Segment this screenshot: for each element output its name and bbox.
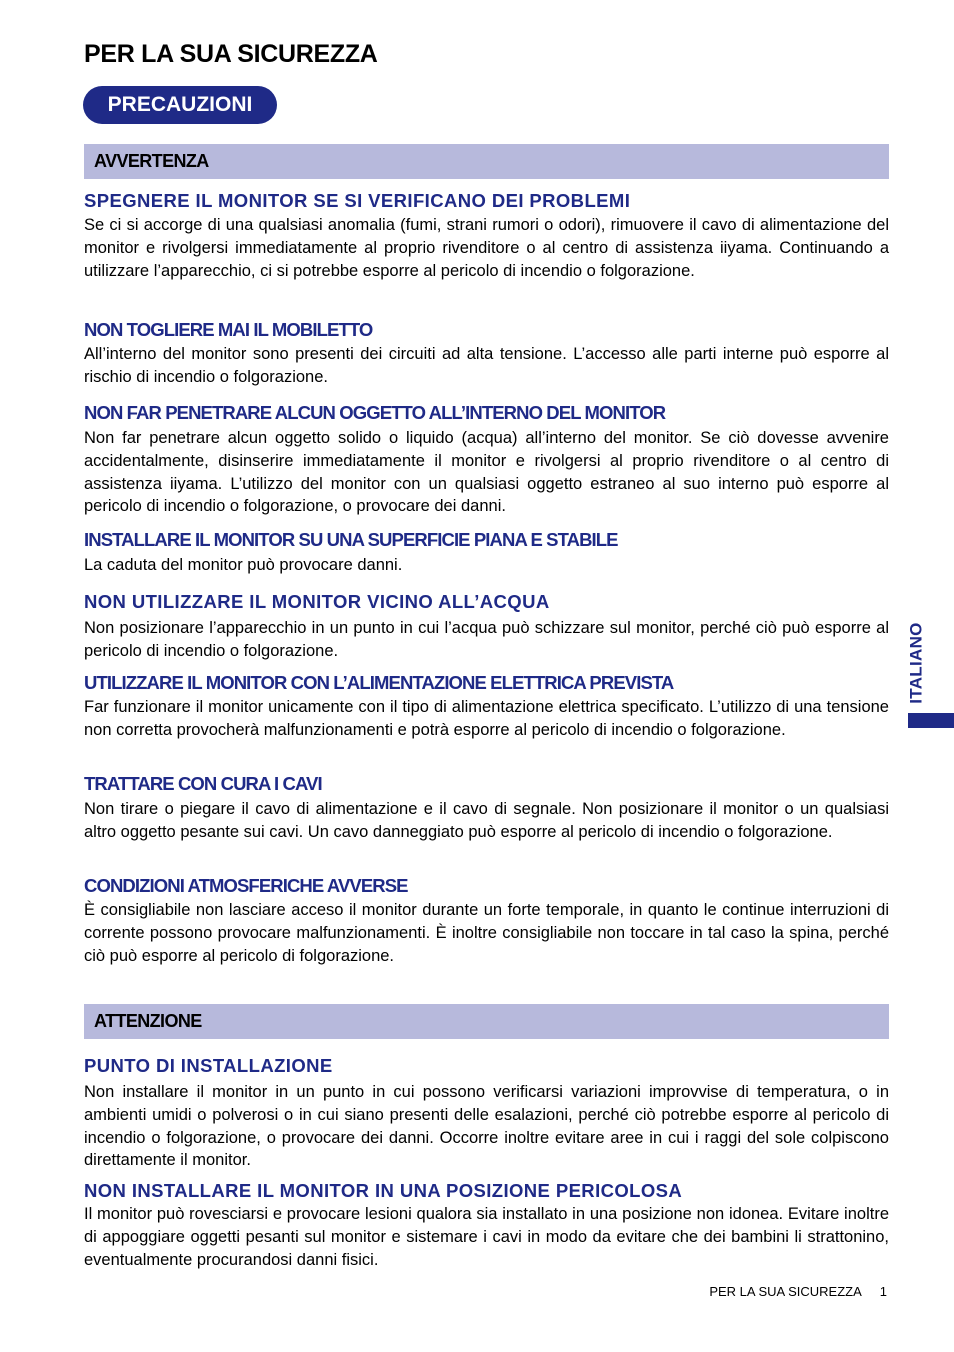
section-heading: NON UTILIZZARE IL MONITOR VICINO ALL’ACQUA — [84, 591, 550, 612]
section-heading: PUNTO DI INSTALLAZIONE — [84, 1055, 333, 1076]
section-text: Non far penetrare alcun oggetto solido o liquido (acqua) all’interno del monitor. Se ciò dovesse avvenire accidentalmente, disinserire immediatamente il monitor e rivolgersi al proprio rivenditore o al centro di assistenza iiyama. L’utilizzo del monitor con un qualsiasi oggetto estraneo al suo interno può esporre al pericolo di incendio o folgorazione, o provocare dei danni. — [84, 429, 889, 516]
section-text: Non posizionare l’apparecchio in un punto in cui l’acqua può schizzare sul monitor, perché ciò può esporre al pericolo di incendio o folgorazione. — [84, 619, 889, 660]
section-text: Far funzionare il monitor unicamente con il tipo di alimentazione elettrica specificato. L’utilizzo di una tensione non corretta provocherà malfunzionamenti e potrà esporre al pericolo di incendio o folgorazione. — [84, 698, 889, 739]
page-title: PER LA SUA SICUREZZA — [84, 40, 378, 68]
section-heading: TRATTARE CON CURA I CAVI — [84, 773, 322, 794]
page-number: 1 — [879, 1284, 887, 1299]
section-heading: UTILIZZARE IL MONITOR CON L’ALIMENTAZIONE ELETTRICA PREVISTA — [84, 672, 674, 693]
section-text: La caduta del monitor può provocare danni. — [84, 556, 403, 574]
section-text: Se ci si accorge di una qualsiasi anomalia (fumi, strani rumori o odori), rimuovere il cavo di alimentazione del monitor e rivolgersi immediatamente al proprio rivenditore o al centro di assistenza iiyama. Continuando a utilizzare l’apparecchio, ci si potrebbe esporre al pericolo di incendio o folgorazione. — [84, 216, 889, 280]
caution-band: ATTENZIONE — [84, 1004, 889, 1039]
section-text: È consigliabile non lasciare acceso il monitor durante un forte temporale, in quanto le continue interruzioni di corrente possono provocare malfunzionamenti. È inoltre consigliabile non toccare in tal caso la spina, perché ciò può esporre al pericolo di folgorazione. — [84, 901, 889, 965]
warning-band: AVVERTENZA — [84, 144, 889, 179]
precautions-pill: PRECAUZIONI — [83, 86, 277, 124]
language-tab — [905, 615, 929, 711]
section-heading: NON FAR PENETRARE ALCUN OGGETTO ALL’INTERNO DEL MONITOR — [84, 402, 666, 423]
section-heading: SPEGNERE IL MONITOR SE SI VERIFICANO DEI PROBLEMI — [84, 190, 631, 211]
language-label: ITALIANO — [907, 622, 927, 704]
section-heading: CONDIZIONI ATMOSFERICHE AVVERSE — [84, 875, 408, 896]
language-tab-bar — [908, 713, 954, 728]
section-text: Il monitor può rovesciarsi e provocare lesioni qualora sia installato in una posizione non idonea. Evitare inoltre di appoggiare oggetti pesanti sul monitor e sistemare i cavi in modo da evitare che dei bambini li strattonino, eventualmente procurandosi danni fisici. — [84, 1205, 889, 1269]
section-text: All’interno del monitor sono presenti dei circuiti ad alta tensione. L’accesso alle parti interne può esporre al rischio di incendio o folgorazione. — [84, 345, 889, 386]
section-heading: NON INSTALLARE IL MONITOR IN UNA POSIZIONE PERICOLOSA — [84, 1180, 683, 1201]
section-heading: NON TOGLIERE MAI IL MOBILETTO — [84, 319, 373, 340]
section-heading: INSTALLARE IL MONITOR SU UNA SUPERFICIE PIANA E STABILE — [84, 529, 618, 550]
footer-title: PER LA SUA SICUREZZA — [709, 1284, 862, 1299]
section-text: Non installare il monitor in un punto in cui possono verificarsi variazioni improvvise di temperatura, o in ambienti umidi o polverosi o in cui siano presenti delle esalazioni, perché ciò potrebbe esporre al pericolo di incendio o folgorazione, o provocare dei danni. Occorre inoltre evitare aree in cui i raggi del sole colpiscono direttamente il monitor. — [84, 1083, 889, 1170]
page-footer — [709, 1284, 887, 1299]
section-text: Non tirare o piegare il cavo di alimentazione e il cavo di segnale. Non posizionare il monitor o un qualsiasi altro oggetto pesante sui cavi. Un cavo danneggiato può esporre al pericolo di incendio o folgorazione. — [84, 800, 889, 841]
